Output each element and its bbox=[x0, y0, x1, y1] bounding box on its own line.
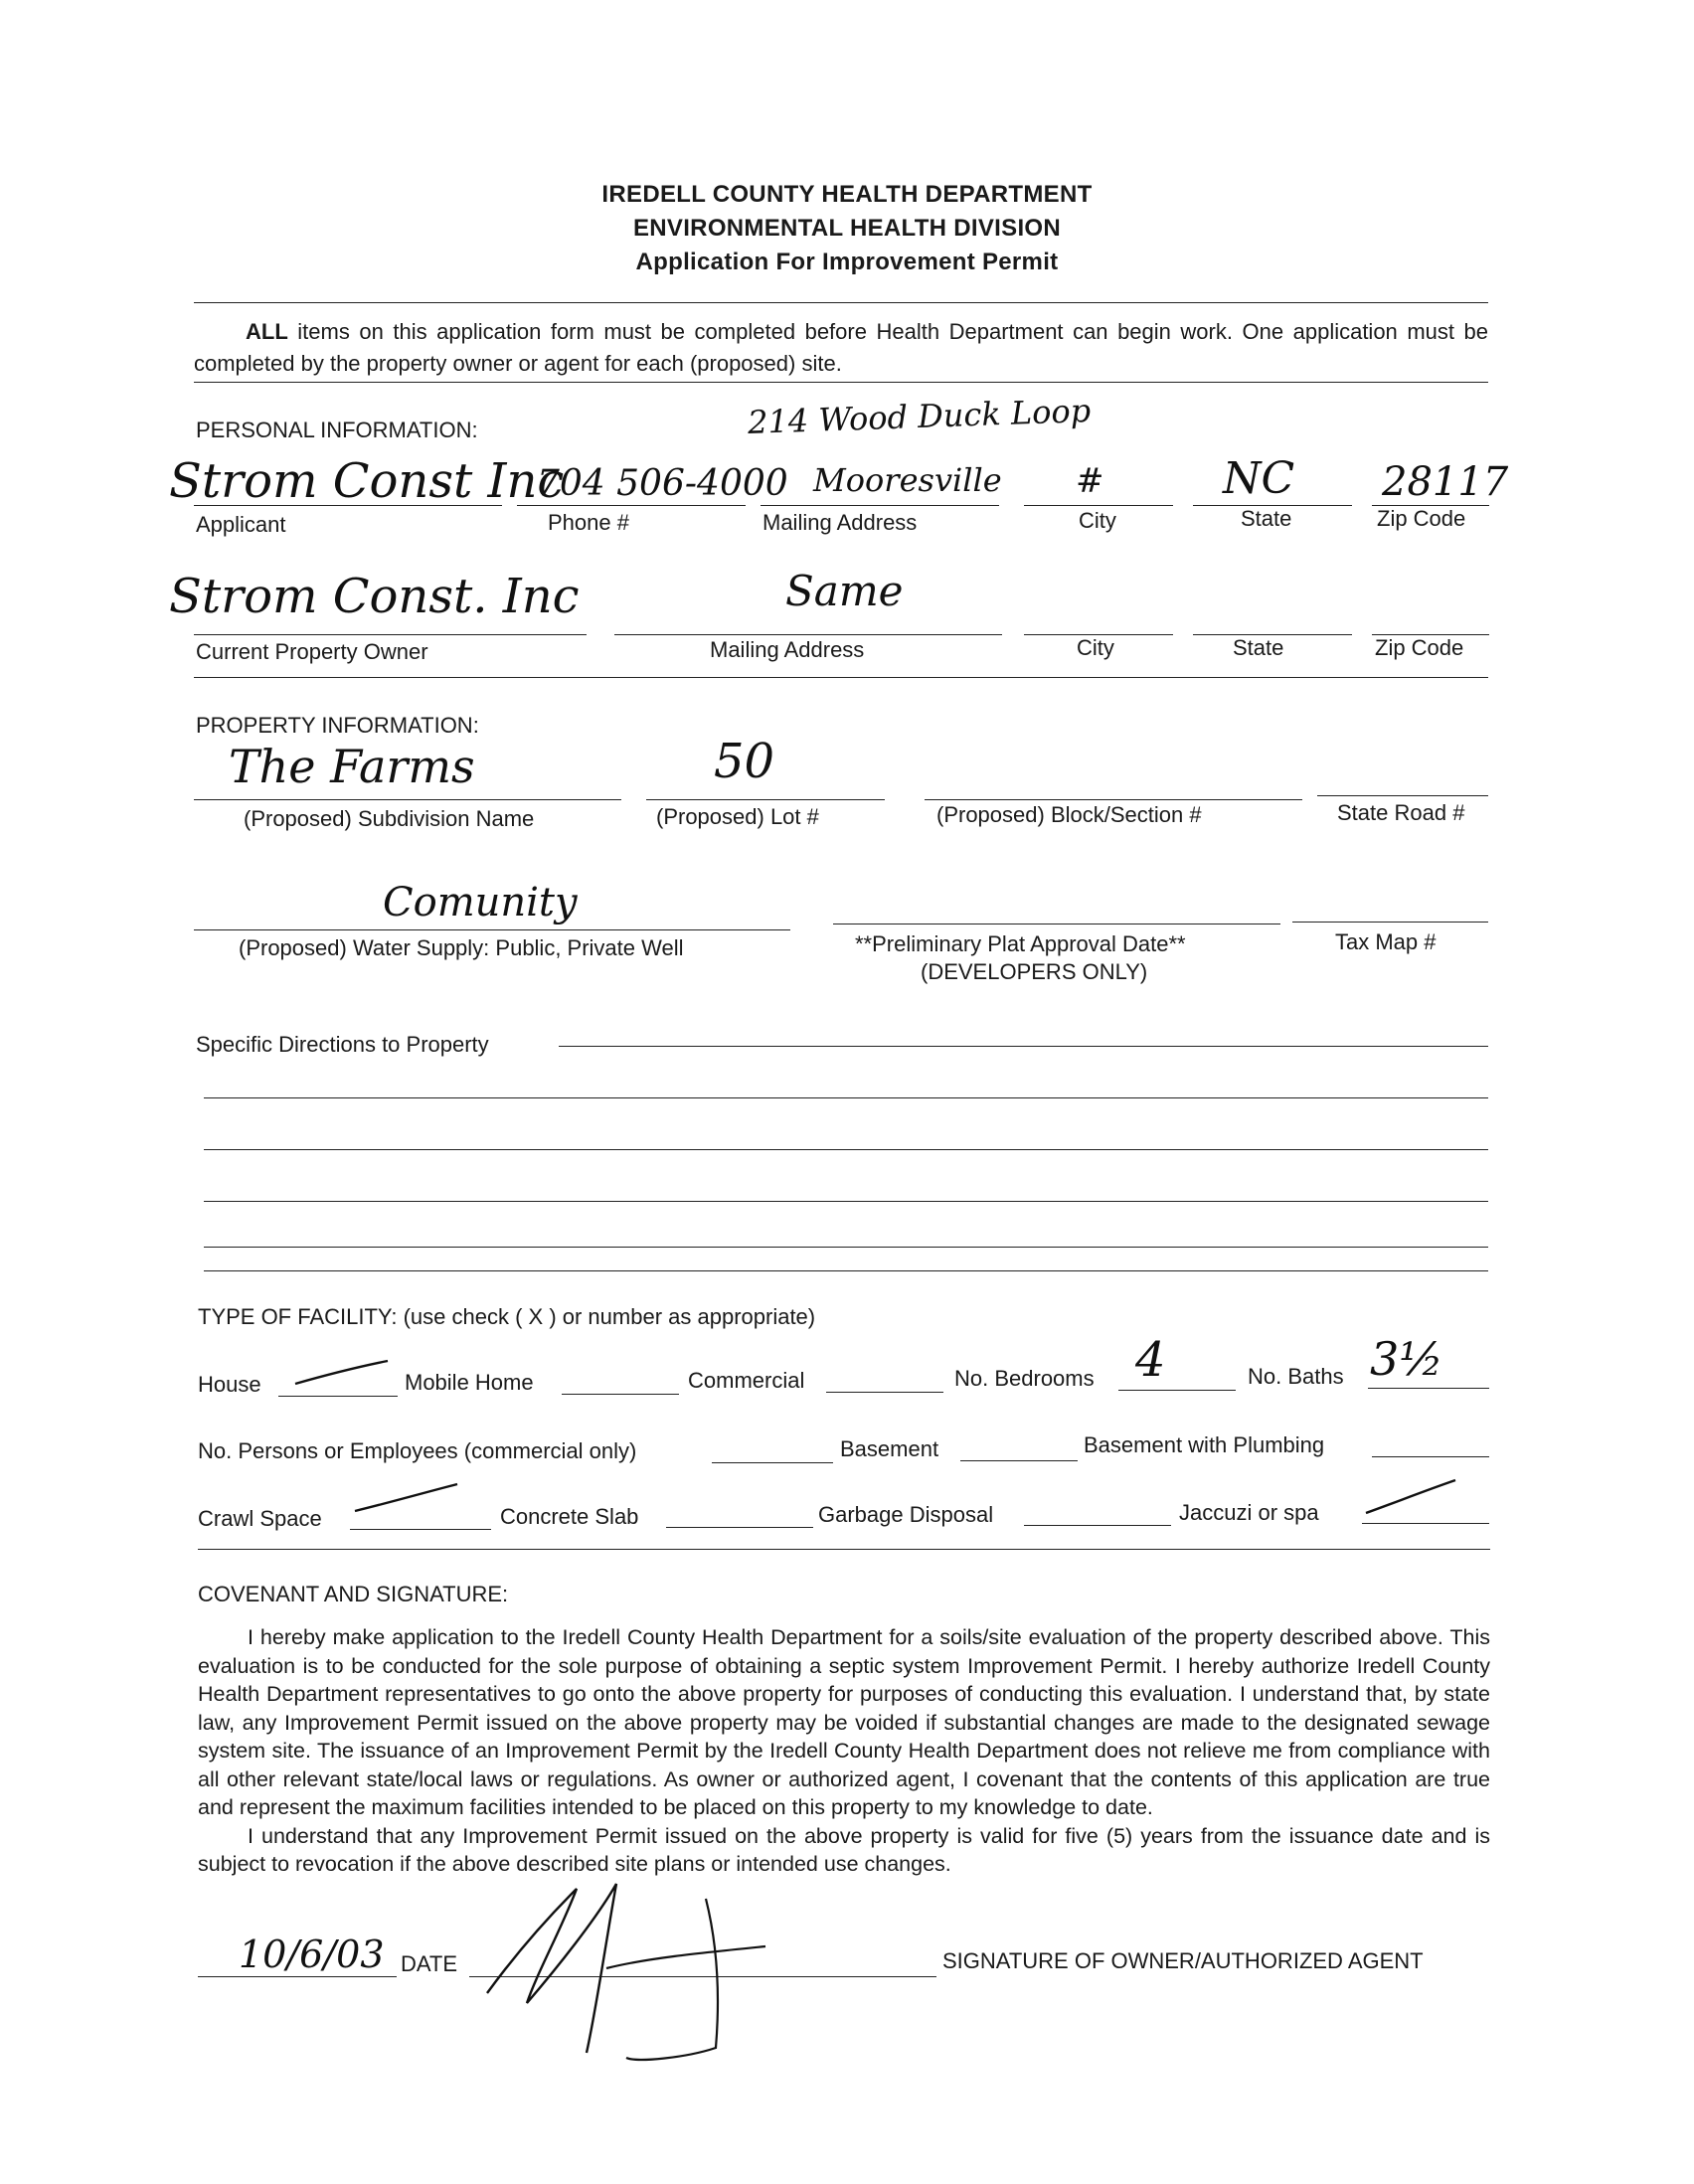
subdivision-line bbox=[194, 799, 621, 800]
baths-handwritten: 3½ bbox=[1370, 1332, 1443, 1386]
header-line-1: IREDELL COUNTY HEALTH DEPARTMENT bbox=[601, 181, 1093, 208]
subdivision-label: (Proposed) Subdivision Name bbox=[244, 806, 535, 831]
persons-label: No. Persons or Employees (commercial only) bbox=[198, 1438, 637, 1463]
baths-line bbox=[1368, 1388, 1489, 1389]
directions-line-1 bbox=[559, 1046, 1488, 1047]
jacuzzi-check-mark bbox=[1364, 1477, 1459, 1517]
owner-mailing-handwritten: Same bbox=[785, 567, 904, 615]
phone-handwritten: 704 506-4000 bbox=[537, 463, 788, 504]
water-handwritten: Comunity bbox=[383, 880, 578, 925]
house-label: House bbox=[198, 1372, 261, 1397]
rule-intro bbox=[194, 382, 1488, 383]
slab-line bbox=[666, 1527, 813, 1528]
basement-label: Basement bbox=[840, 1436, 939, 1461]
zip-label: Zip Code bbox=[1377, 506, 1466, 531]
owner-city-label: City bbox=[1077, 635, 1114, 660]
directions-line-6 bbox=[204, 1270, 1488, 1271]
owner-zip-label: Zip Code bbox=[1375, 635, 1464, 660]
plat-note: (DEVELOPERS ONLY) bbox=[921, 959, 1148, 984]
house-line bbox=[278, 1396, 398, 1397]
covenant-paragraph-1: I hereby make application to the Iredell County Health Department for a soils/site evaluation of the property described above. This evaluation is to be conducted for the sole purpose of obtaining a septic system Improvement Permit. I hereby authorize Iredell County Health Department representatives to go onto the above property for purposes of conducting this evaluation. I understand that, by state law, any Improvement Permit issued on the above property may be voided if substantial changes are made to the designated sewage system site. The issuance of an Improvement Permit by the Iredell County Health Department does not relieve me from compliance with all other relevant state/local laws or regulations. As owner or authorized agent, I covenant that the contents of this application are true and represent the maximum facilities intended to be placed on this property to my knowledge to date. bbox=[198, 1625, 1490, 1819]
lot-line bbox=[646, 799, 885, 800]
date-line bbox=[198, 1976, 397, 1977]
city-label: City bbox=[1079, 508, 1116, 533]
header-line-2: ENVIRONMENTAL HEALTH DIVISION bbox=[632, 215, 1062, 242]
road-line bbox=[1317, 795, 1488, 796]
rule-personal bbox=[194, 677, 1488, 678]
directions-line-3 bbox=[204, 1149, 1488, 1150]
applicant-label: Applicant bbox=[196, 512, 286, 537]
block-label: (Proposed) Block/Section # bbox=[936, 802, 1202, 827]
phone-label: Phone # bbox=[548, 510, 629, 535]
water-line bbox=[194, 929, 790, 930]
state-handwritten: NC bbox=[1223, 453, 1295, 504]
directions-line-2 bbox=[204, 1097, 1488, 1098]
house-check-mark bbox=[293, 1358, 393, 1388]
covenant-text bbox=[198, 1623, 1490, 1879]
baths-label: No. Baths bbox=[1248, 1364, 1344, 1389]
owner-label: Current Property Owner bbox=[196, 639, 428, 664]
persons-line bbox=[712, 1462, 833, 1463]
city-line bbox=[1024, 505, 1173, 506]
covenant-paragraph-2: I understand that any Improvement Permit issued on the above property is valid for five (5) years from the issuance date and is subject to revocation if the above described site plans or intended use changes. bbox=[198, 1823, 1490, 1876]
lot-label: (Proposed) Lot # bbox=[656, 804, 819, 829]
basement-line bbox=[960, 1460, 1078, 1461]
mobile-line bbox=[562, 1394, 679, 1395]
rule-facility bbox=[198, 1549, 1490, 1550]
slab-label: Concrete Slab bbox=[500, 1504, 639, 1529]
jacuzzi-line bbox=[1362, 1523, 1489, 1524]
commercial-line bbox=[826, 1392, 943, 1393]
lot-handwritten: 50 bbox=[714, 734, 775, 789]
basement-plumbing-line bbox=[1372, 1456, 1489, 1457]
owner-mailing-label: Mailing Address bbox=[710, 637, 865, 662]
intro-text bbox=[194, 316, 1488, 380]
basement-plumbing-label: Basement with Plumbing bbox=[1084, 1432, 1325, 1457]
block-line bbox=[925, 799, 1302, 800]
bedrooms-handwritten: 4 bbox=[1135, 1332, 1166, 1388]
intro-bold: ALL bbox=[246, 319, 288, 344]
bedrooms-line bbox=[1118, 1390, 1236, 1391]
signature-label: SIGNATURE OF OWNER/AUTHORIZED AGENT bbox=[942, 1948, 1424, 1973]
owner-line bbox=[194, 634, 587, 635]
date-label: DATE bbox=[401, 1951, 458, 1976]
subdivision-handwritten: The Farms bbox=[229, 740, 475, 793]
garbage-label: Garbage Disposal bbox=[818, 1502, 994, 1527]
phone-line bbox=[517, 505, 746, 506]
directions-line-4 bbox=[204, 1201, 1488, 1202]
street-handwritten: 214 Wood Duck Loop bbox=[747, 391, 1092, 442]
property-section-label: PROPERTY INFORMATION: bbox=[196, 713, 479, 738]
owner-mailing-line bbox=[614, 634, 1002, 635]
city-mark-handwritten: # bbox=[1076, 461, 1104, 501]
rule-top bbox=[194, 302, 1488, 303]
directions-label: Specific Directions to Property bbox=[196, 1032, 489, 1057]
date-handwritten: 10/6/03 bbox=[239, 1932, 385, 1976]
road-label: State Road # bbox=[1337, 800, 1465, 825]
commercial-label: Commercial bbox=[688, 1368, 805, 1393]
taxmap-line bbox=[1292, 922, 1488, 923]
garbage-line bbox=[1024, 1525, 1171, 1526]
directions-line-5 bbox=[204, 1247, 1488, 1248]
owner-handwritten: Strom Const. Inc bbox=[169, 569, 580, 624]
state-label: State bbox=[1241, 506, 1292, 531]
plat-label: **Preliminary Plat Approval Date** bbox=[855, 931, 1186, 956]
covenant-section-label: COVENANT AND SIGNATURE: bbox=[198, 1582, 509, 1606]
jacuzzi-label: Jaccuzi or spa bbox=[1179, 1500, 1319, 1525]
applicant-line bbox=[194, 505, 502, 506]
applicant-handwritten: Strom Const Inc bbox=[169, 453, 565, 509]
mailing-label: Mailing Address bbox=[762, 510, 918, 535]
bedrooms-label: No. Bedrooms bbox=[954, 1366, 1095, 1391]
mailing-line bbox=[761, 505, 999, 506]
water-label: (Proposed) Water Supply: Public, Private Well bbox=[239, 935, 684, 960]
mobile-label: Mobile Home bbox=[405, 1370, 534, 1395]
facility-section-label: TYPE OF FACILITY: (use check ( X ) or number as appropriate) bbox=[198, 1304, 816, 1329]
owner-state-label: State bbox=[1233, 635, 1284, 660]
personal-section-label: PERSONAL INFORMATION: bbox=[196, 418, 478, 442]
header-line-3: Application For Improvement Permit bbox=[635, 249, 1059, 275]
crawl-line bbox=[350, 1529, 491, 1530]
intro-body: items on this application form must be completed before Health Department can begin work. One application must be completed by the property owner or agent for each (proposed) site. bbox=[194, 319, 1488, 376]
city-handwritten: Mooresville bbox=[813, 461, 1002, 499]
signature-mark bbox=[467, 1859, 825, 2068]
zip-handwritten: 28117 bbox=[1382, 459, 1509, 505]
taxmap-label: Tax Map # bbox=[1335, 929, 1437, 954]
crawl-check-mark bbox=[353, 1481, 462, 1515]
crawl-label: Crawl Space bbox=[198, 1506, 322, 1531]
